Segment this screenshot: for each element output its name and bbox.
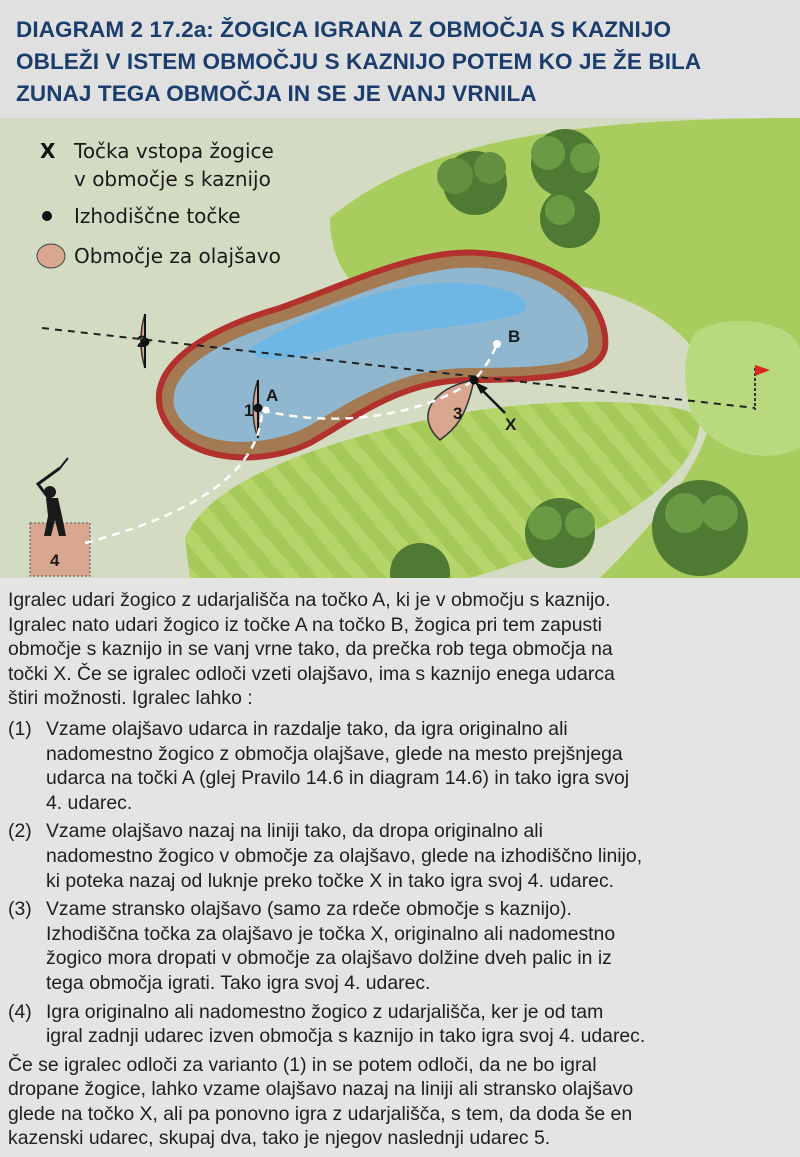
tree-icon: [652, 480, 748, 576]
text-line: kazenski udarec, skupaj dva, tako je njegov naslednji udarec 5.: [8, 1127, 551, 1150]
header-band: [0, 0, 800, 118]
option-number: (4): [8, 1000, 32, 1023]
area-3-label: 3: [453, 404, 463, 423]
title-line: DIAGRAM 2 17.2a: ŽOGICA IGRANA Z OBMOČJA S KAZNIJO: [16, 17, 672, 42]
text-line: udarca na točki A (glej Pravilo 14.6 in diagram 14.6) in tako igra svoj: [46, 767, 630, 790]
text-line: žogico mora dropati v območje za olajšavo dolžine dveh palic in iz: [46, 947, 612, 970]
area-1-label: 1: [244, 401, 254, 420]
text-line: igral zadnji udarec izven območja s kaznijo in tako igra svoj 4. udarec.: [46, 1025, 646, 1048]
legend-x-label: Točka vstopa žogice: [74, 139, 274, 163]
point-a-label: A: [266, 386, 279, 405]
legend-x-icon: X: [40, 139, 56, 163]
text-line: glede na točko X, ali pa ponovno igra z udarjališča, s tem, da doda še en: [8, 1102, 633, 1125]
text-line: Igralec nato udari žogico iz točke A na točko B, žogica pri tem zapusti: [8, 613, 602, 636]
text-line: Izhodiščna točka za olajšavo je točka X, originalno ali nadomestno: [46, 922, 616, 945]
legend-x-label: v območje s kaznijo: [74, 167, 271, 191]
text-line: ki poteka nazaj od luknje preko točke X in tako igra svoj 4. udarec.: [46, 869, 615, 892]
reference-point-a: [254, 404, 263, 413]
course-diagram: [0, 118, 800, 578]
text-line: Igralec udari žogico z udarjališča na točko A, ki je v območju s kaznijo.: [8, 589, 611, 611]
legend-dot-icon: [42, 211, 52, 221]
text-line: Če se igralec odloči za varianto (1) in se potem odloči, da ne bo igral: [8, 1053, 597, 1076]
intro-paragraph: [8, 588, 794, 711]
text-line: Vzame olajšavo udarca in razdalje tako, da igra originalno ali: [46, 717, 568, 740]
text-line: tega območja igrati. Tako igra svoj 4. udarec.: [46, 971, 431, 994]
text-line: Vzame stransko olajšavo (samo za rdeče območje s kaznijo).: [46, 898, 572, 921]
tree-icon: [540, 188, 600, 248]
option-3: [8, 897, 794, 995]
legend-relief-icon: [37, 244, 65, 268]
text-line: nadomestno žogico z območja olajšave, glede na mesto prejšnjega: [46, 742, 623, 765]
point-x-label: X: [505, 415, 517, 434]
ball-b: [493, 340, 501, 348]
text-line: nadomestno žogico v območje za olajšavo, glede na izhodiščno linijo,: [46, 844, 643, 867]
text-line: dropane žogice, lahko vzame olajšavo nazaj na liniji ali stransko olajšavo: [8, 1078, 634, 1101]
title-line: OBLEŽI V ISTEM OBMOČJU S KAZNIJO POTEM KO JE ŽE BILA: [16, 49, 702, 74]
text-line: štiri možnosti. Igralec lahko :: [8, 687, 253, 710]
title-line: ZUNAJ TEGA OBMOČJA IN SE JE VANJ VRNILA: [16, 81, 537, 106]
text-line: Vzame olajšavo nazaj na liniji tako, da dropa originalno ali: [46, 820, 543, 843]
tree-icon: [525, 498, 595, 568]
option-number: (1): [8, 717, 32, 740]
area-4-label: 4: [50, 551, 60, 570]
legend-relief-label: Območje za olajšavo: [74, 244, 281, 268]
diagram-title: [16, 14, 786, 110]
option-number: (3): [8, 898, 32, 921]
point-b-label: B: [508, 327, 521, 346]
option-4: [8, 1000, 794, 1049]
text-line: 4. udarec.: [46, 791, 133, 814]
area-2-label: 2: [137, 332, 147, 351]
option-number: (2): [8, 820, 32, 843]
explanation-text: [8, 588, 794, 1157]
text-line: točki X. Če se igralec odloči vzeti olajšavo, ima s kaznijo enega udarca: [8, 662, 615, 685]
option-1: [8, 717, 794, 815]
ball-a: [263, 407, 270, 414]
text-line: Igra originalno ali nadomestno žogico z udarjališča, ker je od tam: [46, 1000, 604, 1023]
legend-ref-point-label: Izhodiščne točke: [74, 204, 241, 228]
outro-paragraph: [8, 1053, 794, 1151]
text-line: območje s kaznijo in se vanj vrne tako, da prečka rob tega območja na: [8, 638, 613, 661]
option-2: [8, 819, 794, 893]
